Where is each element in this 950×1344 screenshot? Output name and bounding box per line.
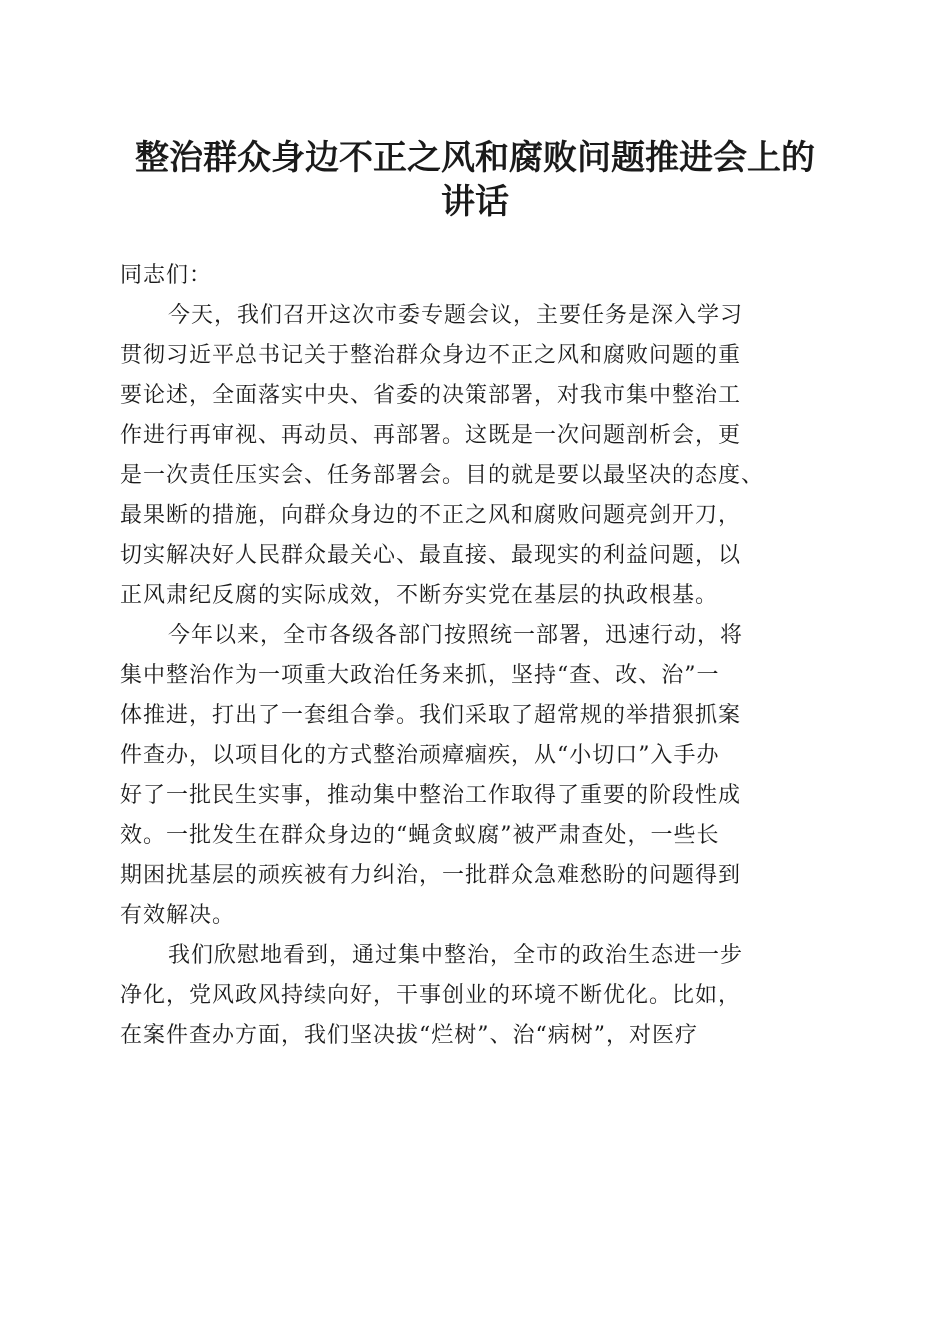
document-body bbox=[120, 256, 832, 1056]
paragraph-2 bbox=[120, 616, 832, 936]
paragraph-line: 最果断的措施，向群众身边的不正之风和腐败问题亮剑开刀， bbox=[120, 503, 742, 528]
paragraph-line: 今天，我们召开这次市委专题会议，主要任务是深入学习 bbox=[168, 303, 744, 328]
paragraph-line: 作进行再审视、再动员、再部署。这既是一次问题剖析会，更 bbox=[120, 423, 742, 448]
paragraph-line: 净化，党风政风持续向好，干事创业的环境不断优化。比如， bbox=[120, 983, 742, 1008]
paragraph-line: 切实解决好人民群众最关心、最直接、最现实的利益问题，以 bbox=[120, 543, 742, 568]
document-title bbox=[100, 136, 850, 224]
paragraph-line: 集中整治作为一项重大政治任务来抓，坚持“查、改、治”一 bbox=[120, 663, 720, 688]
paragraph-line: 今年以来，全市各级各部门按照统一部署，迅速行动，将 bbox=[168, 623, 744, 648]
paragraph-line: 体推进，打出了一套组合拳。我们采取了超常规的举措狠抓案 bbox=[120, 703, 742, 728]
paragraph-line: 正风肃纪反腐的实际成效，不断夯实党在基层的执政根基。 bbox=[120, 583, 719, 608]
greeting: 同志们： bbox=[120, 263, 213, 288]
paragraph-3 bbox=[120, 936, 832, 1056]
paragraph-line: 好了一批民生实事，推动集中整治工作取得了重要的阶段性成 bbox=[120, 783, 742, 808]
paragraph-line: 我们欣慰地看到，通过集中整治，全市的政治生态进一步 bbox=[168, 943, 744, 968]
paragraph-line: 件查办，以项目化的方式整治顽瘴痼疾，从“小切口”入手办 bbox=[120, 743, 720, 768]
paragraph-line: 要论述，全面落实中央、省委的决策部署，对我市集中整治工 bbox=[120, 383, 742, 408]
paragraph-1 bbox=[120, 296, 832, 616]
paragraph-line: 期困扰基层的顽疾被有力纠治，一批群众急难愁盼的问题得到 bbox=[120, 863, 742, 888]
title-line-1: 整治群众身边不正之风和腐败问题推进会上的 bbox=[135, 138, 815, 178]
title-line-2: 讲话 bbox=[441, 182, 509, 222]
paragraph-line: 是一次责任压实会、任务部署会。目的就是要以最坚决的态度、 bbox=[120, 463, 765, 488]
paragraph-line: 有效解决。 bbox=[120, 903, 236, 928]
paragraph-line: 贯彻习近平总书记关于整治群众身边不正之风和腐败问题的重 bbox=[120, 343, 742, 368]
paragraph-line: 效。一批发生在群众身边的“蝇贪蚁腐”被严肃查处，一些长 bbox=[120, 823, 720, 848]
paragraph-line: 在案件查办方面，我们坚决拔“烂树”、治“病树”，对医疗 bbox=[120, 1023, 698, 1048]
